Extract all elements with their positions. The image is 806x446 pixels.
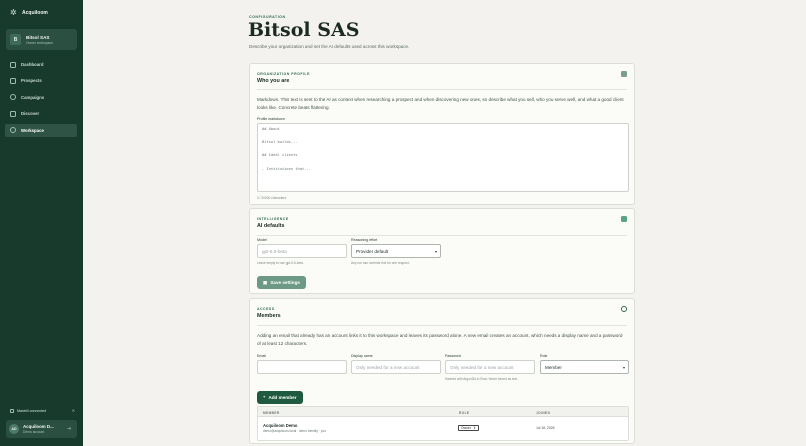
display-name-field[interactable]: Only needed for a new account xyxy=(351,360,441,374)
table-header xyxy=(258,407,628,417)
card-eyebrow: ACCESS xyxy=(257,307,275,311)
workspace-avatar: B xyxy=(10,34,21,45)
sidebar-item-label: Workspace xyxy=(21,127,44,133)
prospects-icon xyxy=(10,78,16,84)
placeholder-line: ## Ideal clients xyxy=(262,153,298,158)
save-settings-label: Save settings xyxy=(270,280,300,285)
add-member-label: Add member xyxy=(268,395,297,400)
card-title: Who you are xyxy=(257,78,290,84)
ai-defaults-card xyxy=(249,208,635,294)
reasoning-effort-label: Reasoning effort xyxy=(351,238,378,242)
divider xyxy=(257,325,627,326)
card-title: AI defaults xyxy=(257,223,285,229)
logout-icon[interactable]: ⇥ xyxy=(66,426,71,432)
members-icon xyxy=(621,306,627,312)
sync-label: Mantrill connected xyxy=(17,408,47,413)
sidebar-item-prospects[interactable] xyxy=(5,74,77,87)
model-input[interactable]: gpt-5.5-beta xyxy=(257,244,347,258)
workspace-switcher[interactable] xyxy=(6,29,77,50)
main-content xyxy=(83,0,799,446)
close-icon[interactable]: ✕ xyxy=(71,408,75,413)
members-card xyxy=(249,298,635,444)
campaigns-icon xyxy=(10,94,16,100)
table-row xyxy=(258,417,628,440)
email-label: Email xyxy=(257,354,266,358)
profile-markdown-label: Profile markdown xyxy=(257,117,285,121)
mail-icon xyxy=(10,409,14,413)
user-subtitle: Demo account xyxy=(23,430,45,434)
profile-markdown-textarea[interactable] xyxy=(257,123,629,192)
password-label: Password xyxy=(445,354,461,358)
avatar: AD xyxy=(9,424,19,434)
placeholder-line xyxy=(262,134,624,141)
add-member-button[interactable] xyxy=(257,391,303,404)
chevron-down-icon: ⇕ xyxy=(473,426,476,430)
user-card[interactable] xyxy=(6,420,77,438)
save-settings-button[interactable] xyxy=(257,276,306,289)
sidebar-item-campaigns[interactable] xyxy=(5,91,77,104)
sync-status xyxy=(10,408,75,413)
card-title: Members xyxy=(257,313,281,319)
discover-icon xyxy=(10,111,16,117)
reasoning-effort-select[interactable] xyxy=(351,244,441,258)
workspace-name: Bitsol SAS xyxy=(26,34,50,40)
user-name: Acquiloom D... xyxy=(23,424,54,429)
workspace-icon xyxy=(10,127,16,133)
divider xyxy=(257,235,627,236)
members-table xyxy=(257,406,629,441)
save-icon: ▣ xyxy=(263,279,268,285)
brand[interactable] xyxy=(10,9,48,17)
member-role-select[interactable] xyxy=(458,425,479,431)
placeholder-line: - Institutions that... xyxy=(262,166,311,171)
members-description: Adding an email that already has an account links it to this workspace and leaves its password alone. A new email creates an account, which needs a display name and a password of at least 12 characters. xyxy=(257,333,623,346)
page-eyebrow: CONFIGURATION xyxy=(249,15,286,19)
role-value: Member xyxy=(545,364,562,370)
sidebar xyxy=(0,0,83,446)
chevron-down-icon: ▾ xyxy=(434,248,437,254)
column-member: MEMBER xyxy=(263,410,280,415)
reasoning-effort-value: Provider default xyxy=(356,248,389,254)
app-name: Acquiloom xyxy=(22,10,48,16)
add-user-icon: ⁺ xyxy=(263,394,266,400)
sparkle-icon xyxy=(621,216,627,222)
sidebar-nav xyxy=(5,58,77,140)
placeholder-line: Bitsol builds... xyxy=(262,140,298,145)
sidebar-item-label: Prospects xyxy=(21,78,42,84)
role-label: Role xyxy=(540,354,548,358)
profile-description: Markdown. This text is sent to the AI as context when researching a prospect and when discovering new ones, so describe what you sell, who you serve well, and what a good client looks like. Concrete beats flattering. xyxy=(257,97,624,110)
page-title: Bitsol SAS xyxy=(248,19,360,41)
sidebar-item-dashboard[interactable] xyxy=(5,58,77,71)
placeholder-line xyxy=(262,160,624,167)
email-field[interactable] xyxy=(257,360,347,374)
sidebar-item-workspace[interactable] xyxy=(5,124,77,137)
character-count: 0 / 20000 characters xyxy=(257,196,287,200)
password-field[interactable]: Only needed for a new account xyxy=(445,360,535,374)
sidebar-item-discover[interactable] xyxy=(5,107,77,120)
card-eyebrow: ORGANIZATION PROFILE xyxy=(257,72,310,76)
placeholder-line: ## About xyxy=(262,127,280,131)
column-role: ROLE xyxy=(459,410,470,415)
display-name-label: Display name xyxy=(351,354,373,358)
dashboard-icon xyxy=(10,62,16,68)
organization-profile-card xyxy=(249,63,635,205)
member-name: Acquiloom Demo xyxy=(263,423,298,428)
model-hint: Leave empty to use gpt-5.5-beta. xyxy=(257,261,304,265)
profile-icon xyxy=(621,71,627,77)
chevron-down-icon: ▾ xyxy=(622,364,625,370)
reasoning-effort-hint: Any run can override this for one request. xyxy=(351,261,410,265)
column-joined: JOINED xyxy=(536,410,551,415)
sidebar-item-label: Discover xyxy=(21,111,40,117)
sidebar-item-label: Dashboard xyxy=(21,62,44,67)
acquiloom-logo-icon: ✲ xyxy=(10,8,17,17)
model-label: Model xyxy=(257,238,267,242)
role-select[interactable] xyxy=(540,360,629,374)
page-subtitle: Describe your organization and set the AI defaults used across this workspace. xyxy=(249,44,410,49)
sidebar-item-label: Campaigns xyxy=(21,94,45,100)
member-joined: Jul 18, 2026 xyxy=(536,426,555,430)
member-details: demo@acquiloom.local · demo identity · you xyxy=(263,429,326,433)
password-hint: Hashed with Argon2id in Rust. Never stored as text. xyxy=(445,377,518,381)
card-eyebrow: INTELLIGENCE xyxy=(257,217,289,221)
placeholder-line xyxy=(262,147,624,154)
member-role-value: Owner xyxy=(461,426,471,430)
workspace-subtitle: Owner workspace xyxy=(26,40,54,45)
divider xyxy=(257,89,627,90)
